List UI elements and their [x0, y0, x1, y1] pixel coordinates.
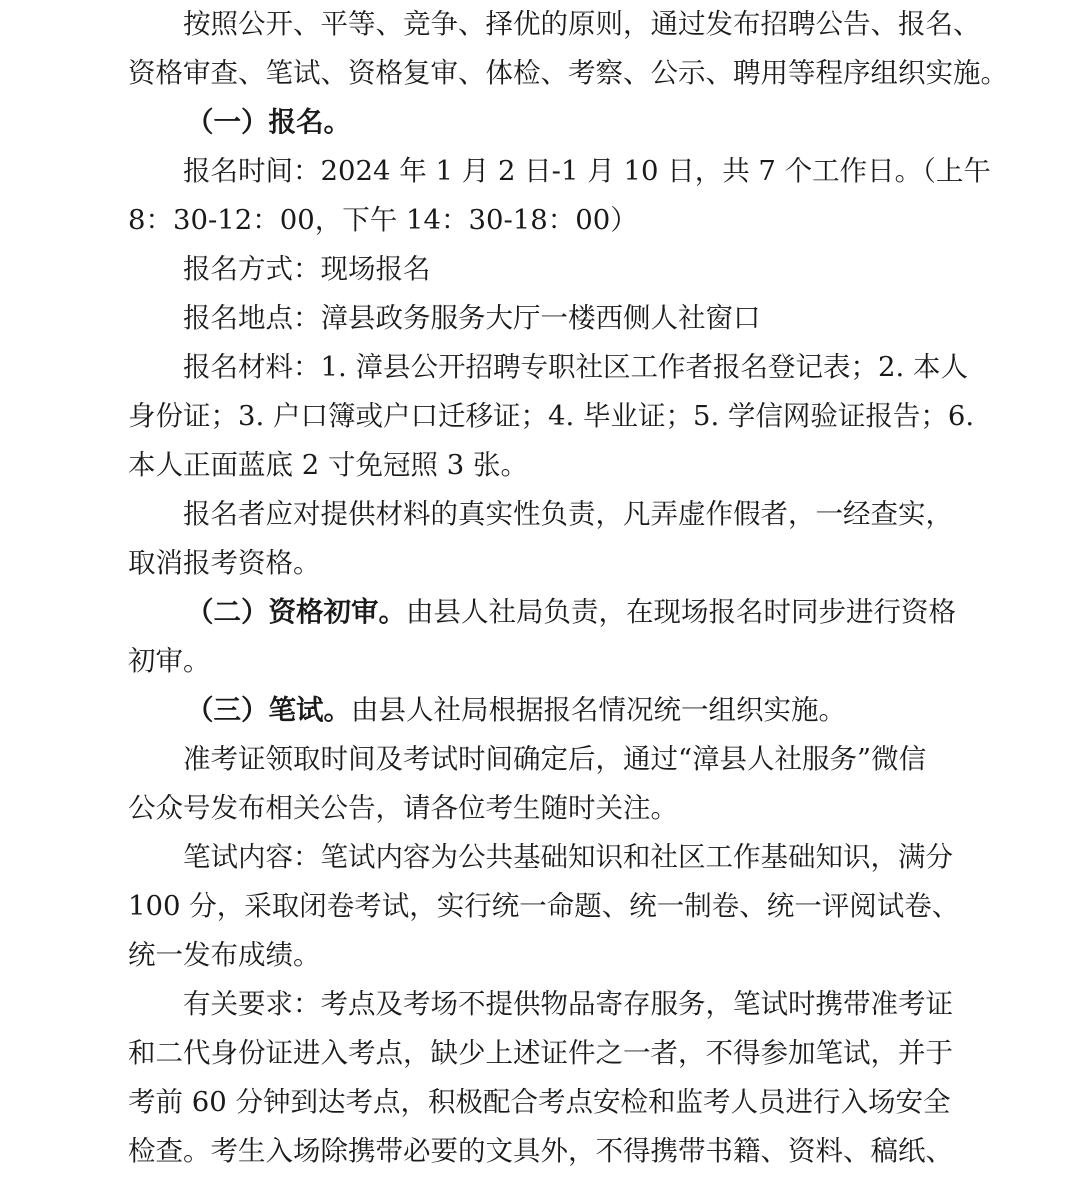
exam-content-line-3: 统一发布成绩。	[128, 939, 321, 971]
authenticity-note-line-1: 报名者应对提供材料的真实性负责，凡弄虚作假者，一经查实，	[183, 498, 953, 530]
registration-materials-line-3: 本人正面蓝底 2 寸免冠照 3 张。	[128, 449, 528, 481]
section3-line-1	[186, 690, 846, 730]
section2-text-1: 由县人社局负责，在现场报名时同步进行资格	[406, 596, 956, 628]
intro-line-1: 按照公开、平等、竞争、择优的原则，通过发布招聘公告、报名、	[183, 8, 981, 40]
exam-content-line-2: 100 分，采取闭卷考试，实行统一命题、统一制卷、统一评阅试卷、	[128, 890, 960, 922]
section3-heading: （三）笔试。	[186, 694, 351, 726]
section2-line-1	[186, 592, 956, 632]
section1-heading: （一）报名。	[186, 106, 351, 138]
requirements-line-4: 检查。考生入场除携带必要的文具外，不得携带书籍、资料、稿纸、	[128, 1135, 953, 1167]
section3-text: 由县人社局根据报名情况统一组织实施。	[351, 694, 846, 726]
registration-method: 报名方式：现场报名	[183, 253, 431, 285]
intro-line-2: 资格审查、笔试、资格复审、体检、考察、公示、聘用等程序组织实施。	[128, 57, 1008, 89]
admission-line-1: 准考证领取时间及考试时间确定后，通过“漳县人社服务”微信	[183, 743, 927, 775]
exam-content-line-1: 笔试内容：笔试内容为公共基础知识和社区工作基础知识，满分	[183, 841, 953, 873]
registration-time-line-2: 8：30-12：00，下午 14：30-18：00）	[128, 204, 638, 236]
registration-materials-line-1: 报名材料：1. 漳县公开招聘专职社区工作者报名登记表；2. 本人	[183, 351, 968, 383]
admission-line-2: 公众号发布相关公告，请各位考生随时关注。	[128, 792, 678, 824]
registration-time-line-1: 报名时间：2024 年 1 月 2 日-1 月 10 日，共 7 个工作日。（上午	[183, 155, 991, 187]
requirements-line-3: 考前 60 分钟到达考点，积极配合考点安检和监考人员进行入场安全	[128, 1086, 951, 1118]
requirements-line-2: 和二代身份证进入考点，缺少上述证件之一者，不得参加笔试，并于	[128, 1037, 953, 1069]
section2-heading: （二）资格初审。	[186, 596, 406, 628]
registration-location: 报名地点：漳县政务服务大厅一楼西侧人社窗口	[183, 302, 761, 334]
section2-text-2: 初审。	[128, 645, 211, 677]
requirements-line-1: 有关要求：考点及考场不提供物品寄存服务，笔试时携带准考证	[183, 988, 953, 1020]
authenticity-note-line-2: 取消报考资格。	[128, 547, 321, 579]
registration-materials-line-2: 身份证；3. 户口簿或户口迁移证；4. 毕业证；5. 学信网验证报告；6.	[128, 400, 975, 432]
